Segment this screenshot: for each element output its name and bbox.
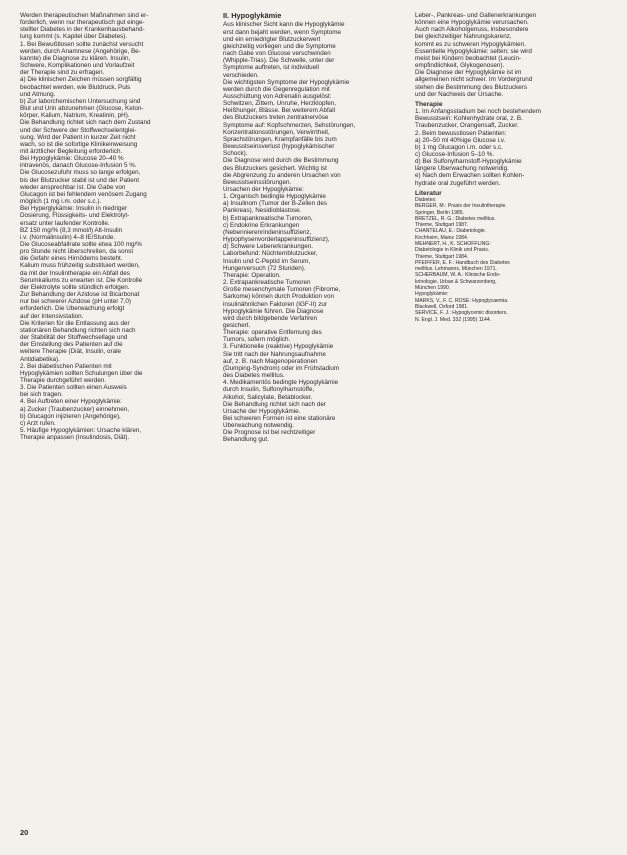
text-line: Sprachstörungen, Krampfanfälle bis zum (223, 135, 337, 143)
text-line: N. Engl. J. Med. 332 (1995) 1144. (415, 316, 492, 323)
text-line: da mit der Insulintherapie ein Abfall des (20, 269, 130, 277)
text-line: die Abgrenzung zu anderen Ursachen von (223, 171, 341, 179)
text-line: Die Glucoseabfallrate sollte etwa 100 mg/% (20, 241, 142, 248)
text-line: der Therapie sind zu erfragen. (20, 69, 105, 77)
text-line: Heißhunger, Blässe. Bei weiterem Abfall (223, 107, 336, 115)
text-line: werden durch die Gegenregulation mit (223, 85, 330, 93)
text-line: Sie tritt nach der Nahrungsaufnahme (223, 350, 326, 358)
text-line: Die Diagnose wird durch die Bestimmung (223, 157, 339, 165)
text-line: längere Überwachung notwendig. (415, 165, 509, 173)
text-line: insulinähnlichen Faktoren (IGF-II) zur (223, 300, 327, 308)
text-line: (Nebennierenrindeninsuffizienz, (223, 228, 312, 236)
text-line: gesichert. (223, 321, 251, 329)
page-number: 20 (20, 828, 29, 837)
text-line: und der Nachweis der Ursache. (415, 90, 504, 98)
text-line: empfindlichkeit, Glykogenosen). (415, 62, 505, 70)
text-line: 1. Bei Bewußtlosen sollte zunächst versucht (20, 40, 144, 48)
text-line: b) Zur laborchemischen Untersuchung sind (20, 97, 141, 105)
text-line: kommt es zu schweren Hypoglykämien. (415, 40, 526, 48)
text-line: i.v. (Normalinsulin) 4–8 IE/Stunde. (20, 233, 116, 241)
text-line: Werden therapeutischen Maßnahmen sind er- (20, 12, 149, 19)
text-line: wird durch bildgebende Verfahren (223, 314, 318, 322)
text-line: körper, Kalium, Natrium, Kreatinin, pH). (20, 112, 130, 120)
text-line: 4. Bei Auftreten einer Hypoglykämie: (20, 398, 122, 406)
text-line: SCHERBAUM, W. A.: Klinische Endo- (415, 272, 501, 279)
text-line: MEHNERT, H., K. SCHÖFFLING: (415, 240, 491, 247)
text-line: Die Kriterien für die Entlassung aus der (20, 319, 130, 327)
text-line: Ausschüttung von Adrenalin ausgelöst: (223, 92, 332, 100)
text-line: SERVICE, F. J.: Hypoglycemic disorders. (415, 310, 508, 317)
text-line: (Whipple-Trias). Die Schwelle, unter der (223, 57, 335, 65)
text-line: mit ärztlicher Begleitung erforderlich. (20, 147, 123, 155)
text-line: Bewusstseinsverlust (hypoglykämischer (223, 143, 335, 151)
text-line: bei gleichzeitiger Nahrungskarenz, (415, 33, 512, 41)
text-line: 4. Medikamentös bedingte Hypoglykämie (223, 379, 339, 387)
text-line: 3. Funktionelle (reaktive) Hypoglykämie (223, 343, 334, 351)
text-line: bis der Blutzucker stabil ist und der Patient (20, 176, 140, 184)
text-line: d) Bei Sulfonylharnstoff-Hypoglykämie (415, 158, 522, 166)
text-line: erforderlich. Die Überwachung erfolgt (20, 305, 125, 313)
text-line: pro Stunde nicht überschreiten, da sonst (20, 248, 134, 256)
text-line: stehen die Bestimmung des Blutzuckers (415, 83, 528, 91)
column-middle (223, 12, 410, 444)
section-title-hypoglykaemie: II. Hypoglykämie (223, 11, 282, 20)
text-line: Thieme, Stuttgart 1984. (415, 253, 469, 260)
text-line: Alkohol, Salicylate, Betablocker. (223, 393, 313, 401)
text-line: Insulin und C-Peptid im Serum, (223, 257, 311, 265)
text-line: MARKS, V., F. C. ROSE: Hypoglycaemia. (415, 297, 509, 304)
text-line: Schock). (223, 150, 248, 158)
text-line: Schwere, Komplikationen und Vorlaufzeit (20, 62, 135, 70)
text-line: 5. Häufige Hypoglykämien: Ursache klären, (20, 427, 142, 435)
text-line: forderlich, wenn nur therapeutisch gut einge- (20, 19, 145, 27)
text-line: Antidiabetika). (20, 355, 60, 363)
text-line: a) Die klinischen Zeichen müssen sorgfältig (20, 76, 142, 84)
text-line: und ein erniedrigter Blutzuckerwert (223, 35, 321, 43)
text-line: CHANTELAU, E.: Diabetologie. (415, 228, 487, 235)
text-line: Konzentrationsstörungen, Verwirrtheit, (223, 128, 330, 136)
text-line: c) Endokrine Erkrankungen (223, 221, 300, 229)
text-line: Große mesenchymale Tumoren (Fibrome, (223, 286, 341, 294)
text-line: Literatur (415, 189, 442, 197)
text-line: Tumors, sofern möglich. (223, 336, 291, 344)
text-line: des Blutzuckers gesichert. Wichtig ist (223, 164, 327, 172)
text-line: Blackwell, Oxford 1981. (415, 303, 469, 310)
text-line: Thieme, Stuttgart 1987. (415, 222, 469, 229)
text-line: (Dumping-Syndrom) oder im Frühstadium (223, 364, 340, 372)
text-line: des Diabetes mellitus. (223, 372, 285, 380)
text-line: Auch nach Alkoholgenuss, insbesondere (415, 26, 529, 34)
text-line: Die Prognose ist bei rechtzeitiger (223, 429, 316, 437)
text-line: lung kommt (s. Kapitel über Diabetes). (20, 33, 128, 41)
text-line: stellter Diabetes in der Krankenhausbehand- (20, 26, 145, 34)
text-line: Diabetologie in Klinik und Praxis. (415, 247, 490, 254)
text-line: der Stabilität der Stoffwechsellage und (20, 334, 128, 342)
text-line: gleichzeitig vorliegen und die Symptome (223, 42, 336, 50)
text-line: intravenös, danach Glucose-Infusion 5 %. (20, 162, 137, 170)
text-line: Hypoglykämie: (415, 291, 449, 298)
text-line: Therapie: Operation. (223, 271, 281, 279)
text-line: Dosierung, Flüssigkeits- und Elektrolyt- (20, 212, 130, 220)
text-line: die Gefahr eines Hirnödems besteht. (20, 255, 123, 263)
text-line: sung. Wird der Patient in kurzer Zeit nicht (20, 133, 136, 141)
text-line: Hungerversuch (72 Stunden). (223, 264, 306, 272)
text-line: Sarkome) können durch Produktion von (223, 293, 334, 301)
text-line: Pankreas), Nesidioblastose. (223, 207, 302, 215)
text-line: und Atmung. (20, 90, 56, 98)
column-right (415, 12, 615, 323)
text-line: mellitus. Lehmanns, München 1971. (415, 266, 497, 273)
text-line: 2. Bei diabetischen Patienten mit (20, 362, 112, 370)
text-line: Laborbefund: Nüchternblutzucker, (223, 250, 318, 258)
text-line: München 1990. (415, 285, 451, 292)
text-line: werden, durch Anamnese (Angehörige, Be- (20, 47, 141, 55)
text-line: Therapie (415, 100, 443, 108)
text-line: wieder ansprechbar ist. Die Gabe von (20, 183, 126, 191)
text-line: b) Extrapankreatische Tumoren, (223, 214, 313, 222)
text-line: Therapie: operative Entfernung des (223, 329, 322, 337)
text-line: Blut und Urin abzunehmen (Glucose, Keton- (20, 105, 144, 113)
text-line: Therapie durchgeführt werden. (20, 376, 107, 384)
text-line: Hypophysenvorderlappeninsuffizienz), (223, 236, 330, 244)
text-line: können eine Hypoglykämie verursachen. (415, 19, 529, 27)
text-line: c) Glucose-Infusion 5–10 %. (415, 150, 495, 158)
text-line: Symptome auftreten, ist individuell (223, 64, 319, 72)
text-line: Bei Hypoglykämie: Glucose 20–40 % (20, 155, 124, 163)
text-line: a) 20–50 ml 40%ige Glucose i.v. (415, 136, 506, 144)
text-line: nur bei schwerer Azidose (pH unter 7,0) (20, 298, 131, 306)
text-line: Die Glucosezufuhr muss so lange erfolgen, (20, 169, 141, 177)
text-line: Bewusstseinsstörungen. (223, 178, 292, 186)
text-line: Symptome auf: Kopfschmerzen, Sehstörungen, (223, 121, 356, 129)
text-line: Behandlung gut. (223, 436, 269, 444)
text-line: ersatz unter laufender Kontrolle. (20, 219, 110, 227)
text-line: weitere Therapie (Diät, Insulin, orale (20, 348, 122, 356)
column-left (20, 12, 207, 441)
text-line: Die Behandlung richtet sich nach der (223, 400, 326, 408)
text-line: Die Behandlung richtet sich nach dem Zustand (20, 119, 151, 127)
text-line: BRETZEL, R. G.: Diabetes mellitus. (415, 215, 496, 222)
text-line: auf, z. B. nach Magenoperationen (223, 357, 318, 365)
text-line: kannte) die Diagnose zu klären. Insulin, (20, 54, 131, 62)
text-line: Aus klinischer Sicht kann die Hypoglykämie (223, 21, 345, 29)
text-line: nach Gabe von Glucose verschwinden (223, 50, 331, 58)
text-line: beobachtet werden, wie Blutdruck, Puls (20, 83, 131, 91)
text-line: möglich (1 mg i.m. oder s.c.). (20, 198, 102, 206)
text-line: e) Nach dem Erwachen sollten Kohlen- (415, 172, 525, 180)
text-line: allgemeinen nicht schwer. Im Vordergrund (415, 76, 533, 84)
text-line: Leber-, Pankreas- und Gallenerkrankungen (415, 12, 537, 19)
text-line: b) Glucagon injizieren (Angehörige), (20, 412, 121, 420)
text-line: Bewusstsein: Kohlenhydrate oral, z. B. (415, 115, 523, 123)
text-line: Serumkaliums zu erwarten ist. Die Kontrolle (20, 276, 143, 284)
text-line: 1. Im Anfangsstadium bei noch bestehendem (415, 108, 542, 116)
text-line: Zur Behandlung der Azidose ist Bicarbonat (20, 291, 140, 299)
text-line: Diabetes: (415, 196, 437, 203)
text-line: Schwitzen, Zittern, Unruhe, Herzklopfen, (223, 100, 337, 108)
text-line: 3. Die Patienten sollten einen Ausweis (20, 384, 127, 392)
text-line: BZ 150 mg/% (8,3 mmol/l) Alt-Insulin (20, 226, 123, 234)
text-line: Bei schweren Formen ist eine stationäre (223, 415, 336, 422)
text-line: 2. Beim bewusstlosen Patienten: (415, 129, 507, 137)
text-line: Glucagon ist bei fehlendem venösem Zugang (20, 190, 147, 198)
text-line: Traubenzucker, Orangensaft, Zucker. (415, 122, 519, 130)
text-line: Essentielle Hypoglykämie: selten; sie wird (415, 47, 532, 55)
text-line: erst dann bejaht werden, wenn Symptome (223, 28, 341, 36)
text-line: Hypoglykämien sollten Schulungen über die (20, 369, 143, 377)
text-line: Kirchheim, Mainz 1984. (415, 234, 469, 241)
text-line: 1. Organisch bedingte Hypoglykämie (223, 193, 326, 201)
text-line: Hypoglykämie führen. Die Diagnose (223, 307, 324, 315)
text-line: Die Diagnose der Hypoglykämie ist im (415, 69, 522, 77)
text-line: bei sich tragen. (20, 391, 63, 399)
text-line: c) Arzt rufen. (20, 419, 56, 427)
text-line: stationären Behandlung richten sich nach (20, 326, 136, 334)
text-line: und der Schwere der Stoffwechselentglei- (20, 126, 137, 134)
text-line: d) Schwere Lebererkrankungen. (223, 243, 313, 251)
text-line: Ursachen der Hypoglykämie: (223, 186, 304, 193)
text-line: durch Insulin, Sulfonylharnstoffe, (223, 386, 315, 394)
text-line: Therapie anpassen (Insulindosis, Diät). (20, 434, 130, 442)
text-line: der Einstellung des Patienten auf die (20, 341, 123, 349)
text-line: verschieden. (223, 71, 259, 79)
text-line: Bei Hyperglykämie: Insulin in niedriger (20, 205, 128, 213)
text-line: krinologie. Urban & Schwarzenberg, (415, 278, 497, 285)
text-line: BERGER, M.: Praxis der Insulintherapie. (415, 203, 507, 210)
text-line: Ursache der Hypoglykämie. (223, 407, 301, 415)
text-line: hydrate oral zugeführt werden. (415, 179, 501, 187)
text-line: der Elektrolyte sollte stündlich erfolgen. (20, 283, 130, 291)
text-line: a) Zucker (Traubenzucker) einnehmen, (20, 405, 129, 413)
text-line: Die wichtigsten Symptome der Hypoglykämie (223, 78, 350, 86)
text-line: Überwachung notwendig. (223, 422, 295, 430)
text-line: wach, so ist die sofortige Klinikeinweisung (20, 140, 138, 148)
text-line: a) Insulinom (Tumor der B-Zellen des (223, 200, 328, 208)
text-line: auf der Intensivstation. (20, 312, 84, 320)
text-line: b) 1 mg Glucagon i.m. oder s.c. (415, 143, 503, 151)
text-line: des Blutzuckers treten zentralnervöse (223, 114, 329, 122)
text-line: Kalium muss frühzeitig substituiert werden, (20, 262, 140, 270)
text-line: meist bei Kindern beobachtet (Leucin- (415, 54, 522, 62)
text-line: 2. Extrapankreatische Tumoren (223, 279, 311, 287)
text-line: Springer, Berlin 1985. (415, 209, 464, 216)
text-line: PFEIFFER, E. F.: Handbuch des Diabetes (415, 259, 510, 266)
